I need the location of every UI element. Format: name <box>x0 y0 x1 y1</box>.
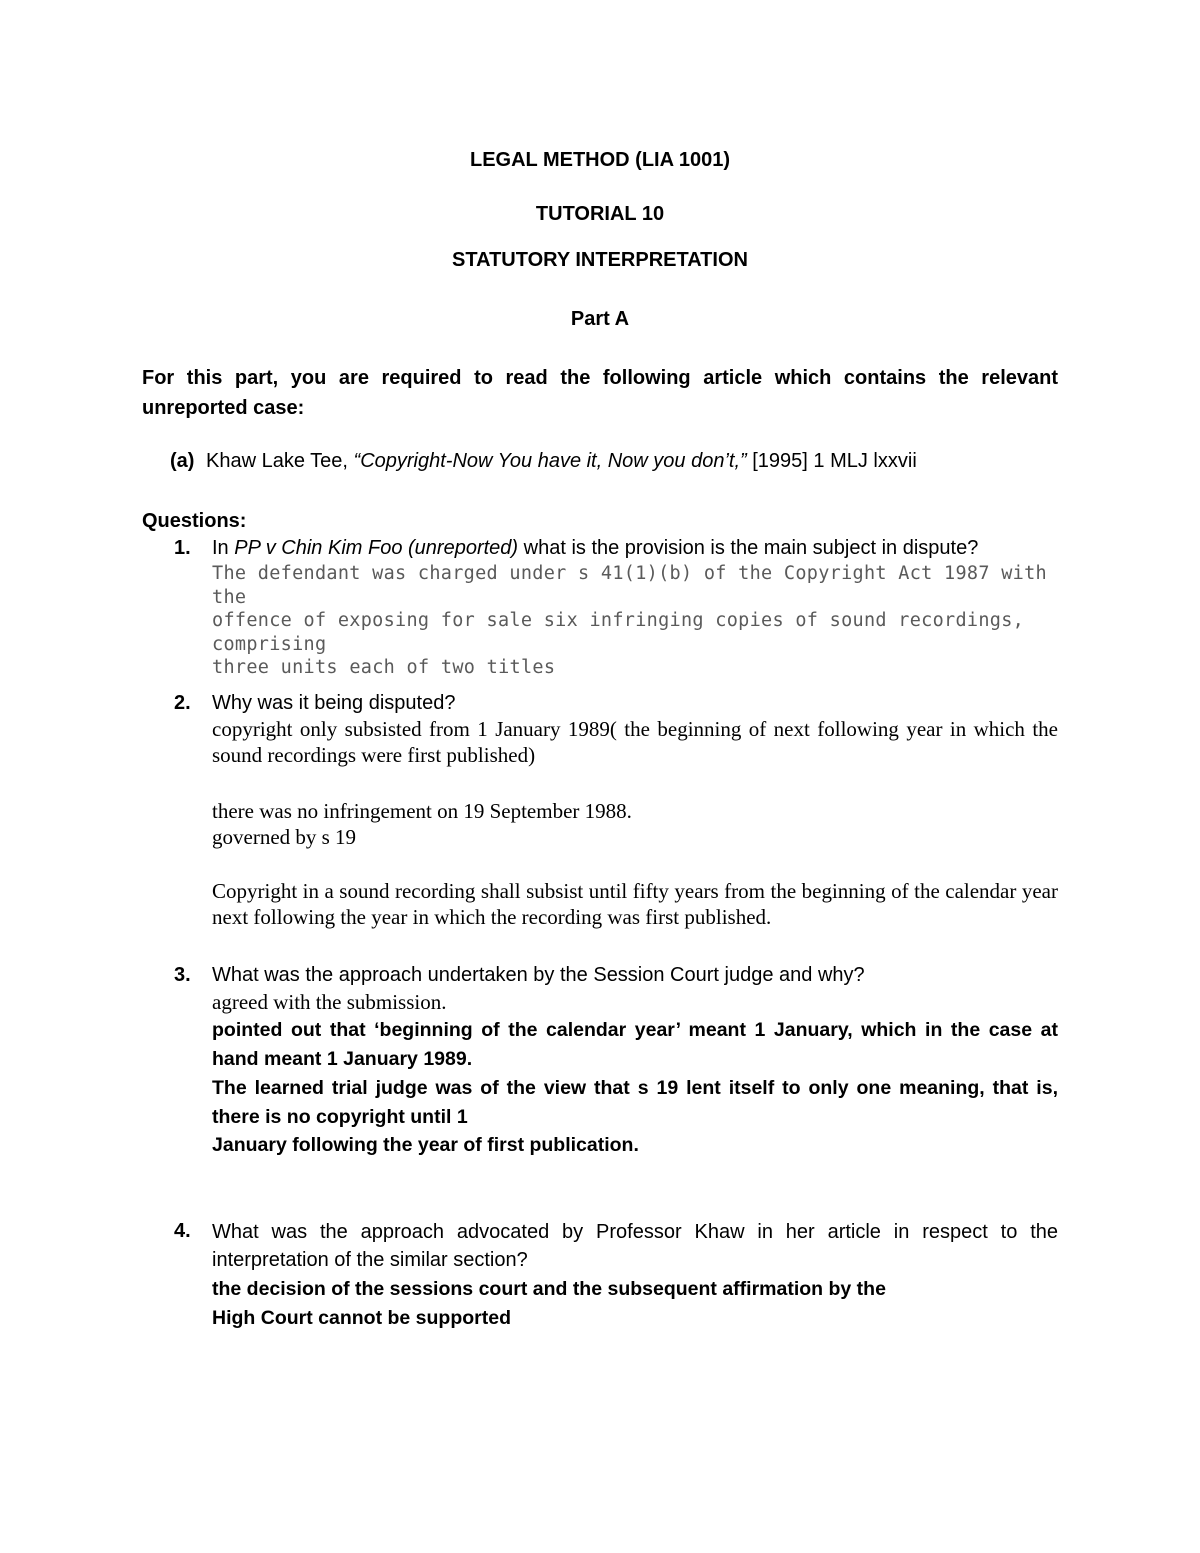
q4-question: What was the approach advocated by Professor Khaw in her article in respect to the interpretation of the similar section? <box>212 1221 1058 1271</box>
q1-case: PP v Chin Kim Foo (unreported) <box>234 537 519 559</box>
q3-answer-line1: agreed with the submission. <box>212 990 447 1014</box>
reference-author: Khaw Lake Tee, <box>206 450 354 472</box>
reference-title: “Copyright-Now You have it, Now you don’t,” <box>353 450 747 472</box>
intro-paragraph: For this part, you are required to read the following article which contains the relevant unreported case: <box>142 367 1058 419</box>
q4-number: 4. <box>174 1220 191 1242</box>
q1-prefix: In <box>212 537 235 559</box>
q1-answer-word: of <box>406 657 430 678</box>
q2-answer-p1: copyright only subsisted from 1 January 1989( the beginning of next following year in which the sound recordings were first published) <box>212 717 1058 767</box>
q1-answer-word: titles <box>486 657 556 678</box>
course-title: LEGAL METHOD (LIA 1001) <box>469 149 731 171</box>
questions-heading: Questions: <box>142 510 247 532</box>
q3-answer-p2: pointed out that ‘beginning of the calendar year’ meant 1 January, which in the case at hand meant 1 January 1989. <box>212 1019 1058 1070</box>
q3-number: 3. <box>174 964 191 986</box>
q4-answer-line: High Court cannot be supported <box>212 1307 511 1329</box>
q2-answer-p2 <box>212 798 1058 850</box>
q1-answer-line: offence of exposing for sale six infringing copies of sound recordings, comprising <box>212 610 1025 655</box>
q1-question <box>212 535 1058 562</box>
q1-answer-line: The defendant was charged under s 41(1)(b) of the Copyright Act 1987 with the <box>212 563 1047 608</box>
reference-marker: (a) <box>170 450 195 472</box>
q1-number: 1. <box>174 537 191 559</box>
q2-number: 2. <box>174 692 191 714</box>
q1-answer-word: three <box>212 657 270 678</box>
part-title: Part A <box>570 308 630 330</box>
q2-answer-p3: Copyright in a sound recording shall subsist until fifty years from the beginning of the calendar year next following the year in which the recording was first published. <box>212 879 1058 929</box>
q3-question: What was the approach undertaken by the Session Court judge and why? <box>212 964 865 986</box>
q2-answer-line: there was no infringement on 19 September 1988. <box>212 799 632 823</box>
topic-title: STATUTORY INTERPRETATION <box>452 249 748 271</box>
q1-answer-last-line <box>212 656 1058 680</box>
q1-answer-word: units <box>280 657 338 678</box>
q3-answer-p4: January following the year of first publication. <box>212 1134 639 1156</box>
q4-answer-line: the decision of the sessions court and the subsequent affirmation by the <box>212 1278 886 1300</box>
q1-suffix: what is the provision is the main subject in dispute? <box>518 537 979 559</box>
q4-answer <box>212 1275 1058 1333</box>
q3-answer-p3: The learned trial judge was of the view that s 19 lent itself to only one meaning, that is, there is no copyright until 1 <box>212 1077 1058 1128</box>
reference-citation: [1995] 1 MLJ lxxvii <box>746 450 917 472</box>
tutorial-title: TUTORIAL 10 <box>535 203 665 225</box>
q1-answer <box>212 562 1058 680</box>
reference-item <box>170 448 1058 475</box>
q1-answer-word: each <box>349 657 396 678</box>
q1-answer-word: two <box>440 657 476 678</box>
q2-question: Why was it being disputed? <box>212 692 456 714</box>
q2-answer-line: governed by s 19 <box>212 825 357 849</box>
